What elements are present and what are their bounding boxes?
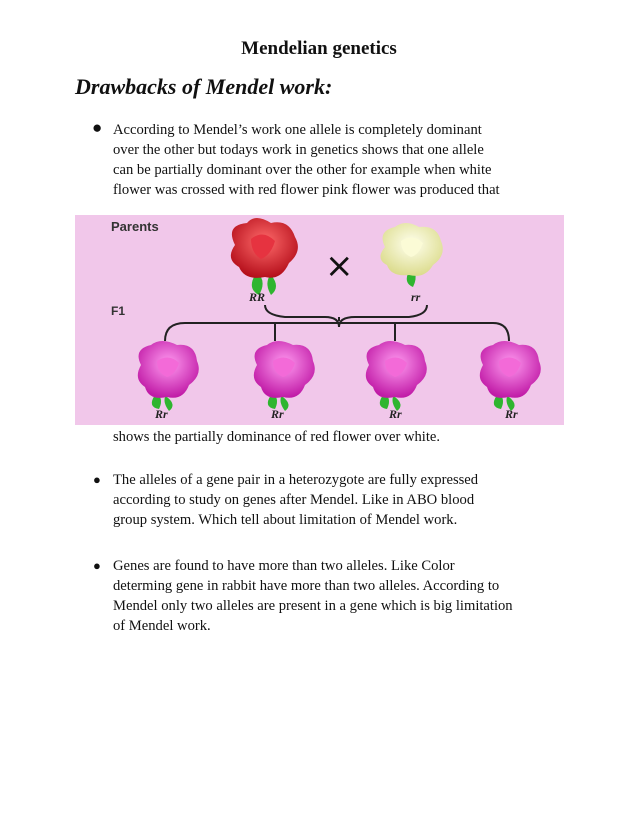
- bullet-dot: ●: [93, 558, 101, 573]
- genotype-rr: rr: [411, 290, 421, 304]
- pink-flower-icon: [366, 341, 427, 411]
- inheritance-tree-lines: [165, 305, 509, 341]
- pink-flower-icon: [138, 341, 199, 411]
- pink-flower-icon: [254, 341, 315, 411]
- text-line: of Mendel work.: [113, 618, 211, 634]
- cross-diagram: [75, 215, 564, 425]
- text-line: can be partially dominant over the other for example when white: [113, 162, 492, 178]
- genotype-RR: RR: [249, 290, 266, 304]
- page-title: Mendelian genetics: [241, 38, 397, 59]
- text-line: Mendel only two alleles are present in a gene which is big limitation: [113, 598, 513, 614]
- bullet-2-text: [113, 470, 568, 530]
- section-heading: Drawbacks of Mendel work:: [75, 74, 333, 99]
- pink-flower-icon: [480, 341, 541, 411]
- text-line: over the other but todays work in genetics shows that one allele: [113, 142, 484, 158]
- red-flower-icon: [231, 218, 298, 295]
- bullet-dot: ●: [93, 472, 101, 487]
- text-line: flower was crossed with red flower pink flower was produced that: [113, 182, 500, 198]
- genotype-Rr: Rr: [271, 407, 284, 421]
- parents-label: Parents: [111, 219, 159, 234]
- bullet-dot: ●: [92, 118, 103, 137]
- text-line: according to study on genes after Mendel. Like in ABO blood: [113, 492, 475, 508]
- mendel-cross-figure: [75, 215, 564, 425]
- genotype-Rr: Rr: [505, 407, 518, 421]
- text-line: determing gene in rabbit have more than two alleles. According to: [113, 578, 500, 594]
- text-line: The alleles of a gene pair in a heterozygote are fully expressed: [113, 472, 479, 488]
- genotype-Rr: Rr: [155, 407, 168, 421]
- genotype-Rr: Rr: [389, 407, 402, 421]
- f1-label: F1: [111, 304, 126, 318]
- text-line: Genes are found to have more than two alleles. Like Color: [113, 558, 455, 574]
- cross-symbol: ×: [325, 246, 354, 286]
- white-flower-icon: [380, 223, 442, 287]
- text-line: group system. Which tell about limitation of Mendel work.: [113, 512, 458, 528]
- text-line: According to Mendel’s work one allele is completely dominant: [113, 122, 482, 138]
- bullet-1-text: [113, 120, 568, 200]
- bullet-3-text: [113, 556, 568, 636]
- bullet-1-continuation: shows the partially dominance of red flower over white.: [113, 429, 441, 445]
